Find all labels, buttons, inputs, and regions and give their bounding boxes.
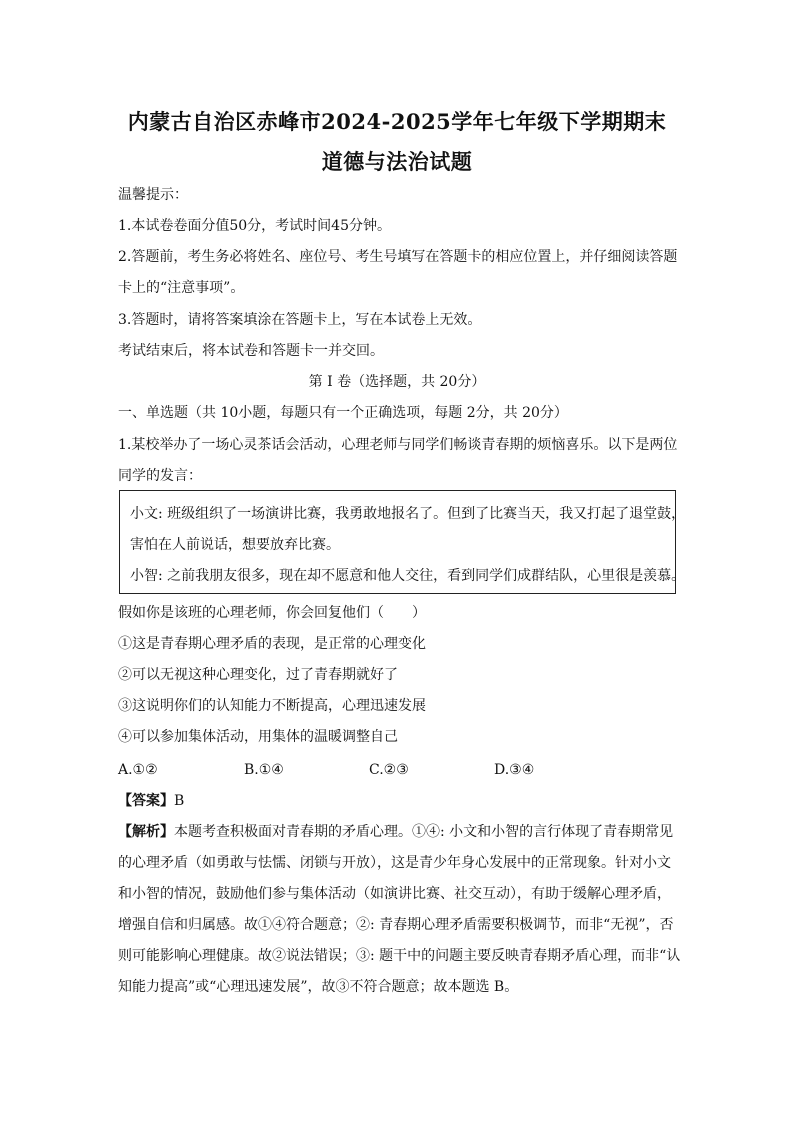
analysis-line3: 和小智的情况，鼓励他们参与集体活动（如演讲比赛、社交互动），有助于缓解心理矛盾， [118,886,671,902]
notice-item-2-line1: 2.答题前，考生务必将姓名、座位号、考生号填写在答题卡的相应位置上，并仔细阅读答题 [118,249,678,265]
question-1-stem-line1: 1.某校举办了一场心灵茶话会活动，心理老师与同学们畅谈青春期的烦恼喜乐。以下是两位 [118,437,678,453]
question-1-prompt: 假如你是该班的心理老师，你会回复他们（ ） [118,605,426,621]
answer-value: B [174,793,185,809]
statement-1: ①这是青春期心理矛盾的表现，是正常的心理变化 [118,636,426,652]
choice-a: A.①② [118,762,158,778]
analysis-label: 【解析】 [118,824,174,840]
answer-label: 【答案】 [118,793,174,809]
notice-item-3: 3.答题时，请将答案填涂在答题卡上，写在本试卷上无效。 [118,312,482,328]
analysis-line5: 则可能影响心理健康。故②说法错误；③: 题干中的问题主要反映青春期矛盾心理，而非“认 [118,948,681,964]
quote-xiaozhi: 小智: 之前我朋友很多，现在却不愿意和他人交往，看到同学们成群结队，心里很是羡慕。 [130,568,686,584]
analysis-line4: 增强自信和归属感。故①④符合题意；②: 青春期心理矛盾需要积极调节，而非“无视”，否 [118,917,674,933]
analysis-text-1: 本题考查积极面对青春期的矛盾心理。①④: 小文和小智的言行体现了青春期常见 [174,824,674,840]
quote-box [119,490,686,594]
question-1-stem-line2: 同学的发言： [118,468,202,484]
statement-3: ③这说明你们的认知能力不断提高，心理迅速发展 [118,698,426,714]
section-heading: 一、单选题（共 10小题，每题只有一个正确选项，每题 2分，共 20分） [118,405,568,421]
analysis-line6: 知能力提高”或“心理迅速发展”，故③不符合题意；故本题选 B。 [118,979,519,995]
choice-c: C.②③ [369,762,409,778]
choice-d: D.③④ [494,762,535,778]
statement-4: ④可以参加集体活动，用集体的温暖调整自己 [118,729,398,745]
analysis-line1 [118,822,673,842]
notice-item-1: 1.本试卷卷面分值50分，考试时间45分钟。 [118,218,391,234]
analysis-line2: 的心理矛盾（如勇敢与怯懦、闭锁与开放），这是青少年身心发展中的正常现象。针对小文 [118,855,671,871]
exam-title-line2: 道德与法治试题 [321,149,473,174]
quote-xiaowen-line1: 小文: 班级组织了一场演讲比赛，我勇敢地报名了。但到了比赛当天，我又打起了退堂鼓， [130,506,686,522]
notice-item-2-line2: 卡上的“注意事项”。 [118,280,245,296]
part-title: 第 I 卷（选择题，共 20分） [308,374,486,390]
statement-2: ②可以无视这种心理变化，过了青春期就好了 [118,667,398,683]
quote-xiaowen-line2: 害怕在人前说话，想要放弃比赛。 [130,537,340,553]
exam-title-line1: 内蒙古自治区赤峰市2024-2025学年七年级下学期期末 [127,109,667,134]
notice-heading: 温馨提示： [118,187,188,203]
notice-closing: 考试结束后，将本试卷和答题卡一并交回。 [118,343,384,359]
answer-line [118,791,184,811]
choice-b: B.①④ [244,762,284,778]
